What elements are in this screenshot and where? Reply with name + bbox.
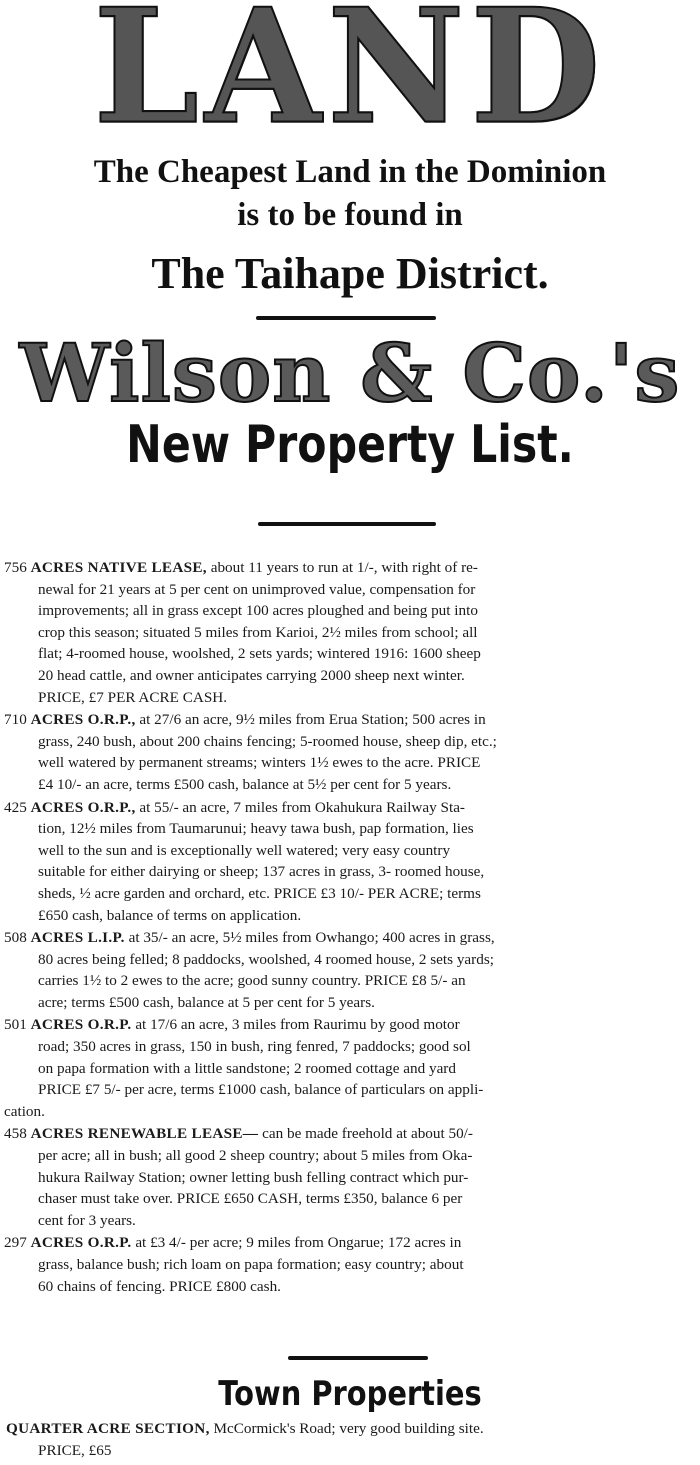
listing-acreage: 710 [4,711,27,729]
listing-text: McCormick's Road; very good building site. [213,1420,484,1437]
town-properties-heading: Town Properties [218,1374,482,1414]
divider-rule [256,316,436,320]
headline-district: The Taihape District. [151,249,549,298]
listing-425 [0,797,700,927]
property-list-title: New Property List. [126,415,574,475]
listing-text: chaser must take over. PRICE £650 CASH, terms £350, balance 6 per [38,1190,463,1208]
listing-text: on papa formation with a little sandstone; 2 roomed cottage and yard [38,1059,456,1077]
listing-text: well to the sun and is exceptionally well watered; very easy country [38,841,451,859]
land-masthead: LAND [93,0,607,160]
listing-text: tion, 12½ miles from Taumarunui; heavy tawa bush, pap formation, lies [38,820,474,838]
listing-710 [0,709,700,795]
listing-text: at 17/6 an acre, 3 miles from Raurimu by good motor [135,1016,460,1034]
listing-text: about 11 years to run at 1/-, with right of re- [210,559,478,576]
listing-text: at 27/6 an acre, 9½ miles from Erua Station; 500 acres in [139,711,486,729]
listing-text: £650 cash, balance of terms on application. [38,906,302,924]
listing-acreage: 501 [4,1016,27,1034]
listing-text: can be made freehold at about 50/- [262,1125,473,1143]
listing-acreage: 458 [4,1125,27,1143]
listing-title: QUARTER ACRE SECTION, [6,1420,210,1437]
listing-text: per acre; all in bush; all good 2 sheep country; about 5 miles from Oka- [38,1147,473,1165]
listing-acreage: 508 [4,929,27,947]
listing-text: grass, 240 bush, about 200 chains fencing; 5-roomed house, sheep dip, etc.; [38,732,497,750]
listing-text: road; 350 acres in grass, 150 in bush, ring fenred, 7 paddocks; good sol [38,1038,471,1056]
listing-text: at 35/- an acre, 5½ miles from Owhango; 400 acres in grass, [128,929,495,947]
listing-text: flat; 4-roomed house, woolshed, 2 sets yards; wintered 1916: 1600 sheep [38,645,481,663]
listing-text: cent for 3 years. [38,1211,136,1229]
listing-title: ACRES O.R.P., [30,711,136,729]
listing-text: well watered by permanent streams; winters 1½ ewes to the acre. PRICE [38,754,481,772]
listing-text: £4 10/- an acre, terms £500 cash, balance at 5½ per cent for 5 years. [38,775,452,793]
listing-text: acre; terms £500 cash, balance at 5 per cent for 5 years. [38,993,375,1011]
listing-text: 80 acres being felled; 8 paddocks, woolshed, 4 roomed house, 2 sets yards; [38,950,494,968]
listing-acreage: 297 [4,1234,27,1252]
listing-text: cation. [4,1102,45,1120]
listing-text: crop this season; situated 5 miles from Karioi, 2½ miles from school; all [38,623,478,641]
listing-text: 60 chains of fencing. PRICE £800 cash. [38,1277,281,1295]
listing-501 [0,1014,700,1122]
listing-text: at £3 4/- per acre; 9 miles from Ongarue; 172 acres in [135,1234,462,1252]
property-listings [0,557,700,1298]
listing-text: newal for 21 years at 5 per cent on unimproved value, compensation for [38,580,476,598]
listing-price: PRICE, £7 PER ACRE CASH. [38,688,228,706]
listing-458 [0,1123,700,1231]
listing-297 [0,1232,700,1297]
listing-text: at 55/- an acre, 7 miles from Okahukura Railway Sta- [139,798,465,816]
listing-title: ACRES NATIVE LEASE, [30,559,207,576]
divider-rule [258,522,436,526]
headline-cheapest-land: The Cheapest Land in the Dominion [93,154,607,190]
listing-756 [0,557,700,708]
listing-text: improvements; all in grass except 100 acres ploughed and being put into [38,602,478,620]
listing-text: sheds, ½ acre garden and orchard, etc. PRICE £3 10/- PER ACRE; terms [38,884,481,902]
listing-title: ACRES L.I.P. [30,929,125,947]
listing-text: hukura Railway Station; owner letting bush felling contract which pur- [38,1168,469,1186]
firm-name: Wilson & Co.'s [19,326,681,420]
listing-text: 20 head cattle, and owner anticipates carrying 2000 sheep next winter. [38,666,465,684]
listing-text: carries 1½ to 2 ewes to the acre; good sunny country. PRICE £8 5/- an [38,972,466,990]
listing-text: PRICE £7 5/- per acre, terms £1000 cash, balance of particulars on appli- [38,1081,484,1099]
town-listing-quarter-acre [0,1418,700,1461]
divider-rule [288,1356,428,1360]
listing-title: ACRES RENEWABLE LEASE— [30,1125,259,1143]
listing-508 [0,927,700,1013]
listing-price: PRICE, £65 [38,1441,112,1459]
headline-found-in: is to be found in [237,197,463,233]
listing-title: ACRES O.R.P. [30,1234,132,1252]
listing-text: suitable for either dairying or sheep; 137 acres in grass, 3- roomed house, [38,863,485,881]
listing-title: ACRES O.R.P., [30,798,136,816]
listing-title: ACRES O.R.P. [30,1016,132,1034]
listing-text: grass, balance bush; rich loam on papa formation; easy country; about [38,1256,464,1273]
listing-acreage: 756 [4,559,27,576]
listing-acreage: 425 [4,798,27,816]
